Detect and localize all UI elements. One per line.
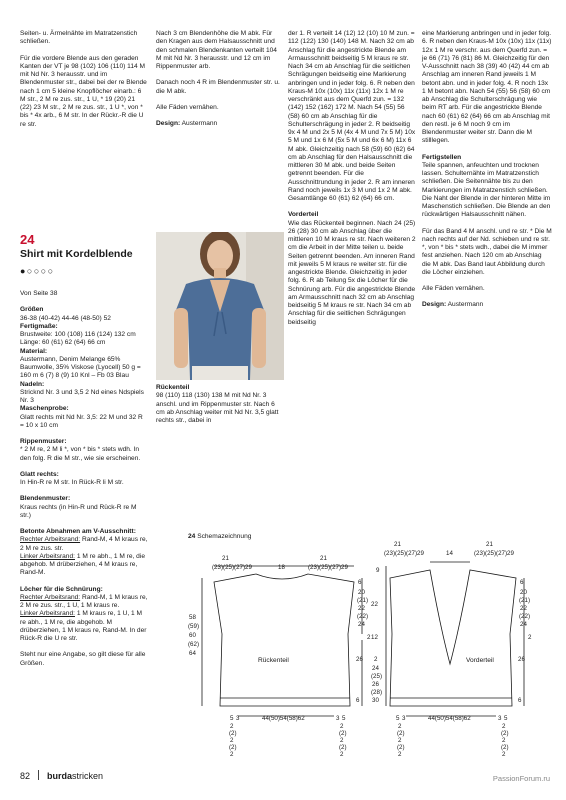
back-section	[156, 384, 284, 425]
label: 12	[371, 634, 378, 641]
label: 3	[498, 715, 502, 722]
label: 2	[340, 723, 344, 730]
pattern-title: Shirt mit Kordelblende	[20, 248, 133, 260]
stockinette-heading: Glatt rechts:	[20, 470, 59, 478]
back-continued: der 1. R verteilt 14 (12) 12 (10) 10 M zun. = 112 (122) 130 (140) 148 M. Nach 32 cm ab Anschlag für die angestrickte Blende am Armausschnitt beidseitig 5 M kraus re str. Nach 34 cm ab Anschlag für die seitlichen Schrägungen beidseitig eine Markierung anbringen und in jeder folg. 6. R neben den Kraus-M 10x (10x) 11x (11x) 12x 1 M re verschränkt aus dem Querfd zun. = 132 (142) 152 (162) 172 M. Nach 54 (55) 56 (58) 60 cm ab Anschlag für die Schulterschrägung in jeder 2. R beidseitig 9x 4 M und 2x 5 M (4x 4 M und 7x 5 M) 10x 5 M und 1x 6 M (5x 5 M und 6x 6 M) 11x 6 M abk. Gleichzeitig nach 58 (59) 60 (62) 64 cm ab Anschlag für den Halsausschnitt die mittleren 30 M abk. und beide Seiten getrennt beenden. Für die Ausschnittrundung in jeder 2. R am inneren Rand noch jeweils 1x 3 M und 1x 2 M abk. Gesamtlänge 60 (61) 62 (64) 66 cm.	[288, 30, 416, 202]
front-text: Wie das Rückenteil beginnen. Nach 24 (25) 26 (28) 30 cm ab Anschlag über die mittleren 10 M kraus re str. Nach weiteren 2 cm die Arbeit in der Mitte teilen u. beide Seiten getrennt beenden. Am inneren Rand mit jeweils 5 M kraus re weiter str. für die angestrickte Blende. Gleichzeitig in jeder folg. 6. R ab Teilung 5x die Löcher für die Schnürung arb. Für die angestrickte Blende am Armausschnitt nach 32 cm ab Anschlag beidseitig 5 M kraus re str. Nach 34 cm ab Anschlag für die seitlichen Schrägungen beidseitig	[288, 219, 416, 326]
pattern-number: 24	[20, 232, 35, 247]
label: (21)	[519, 597, 531, 604]
label: 3	[336, 715, 340, 722]
label: 26	[356, 656, 363, 663]
label: 5	[342, 715, 346, 722]
label: (2)	[501, 730, 509, 737]
label: 22	[520, 605, 527, 612]
label: 21	[222, 555, 229, 562]
label: 58	[189, 614, 196, 621]
label: (59)	[188, 623, 200, 630]
size-note: Steht nur eine Angabe, so gilt diese für alle Größen.	[20, 651, 146, 667]
finish-text: Teile spannen, anfeuchten und trocknen lassen. Schulternähte im Matratzenstich schließen. Die Seitennähte bis zu den Markierungen im Matratzenstich schließen. Die Naht der Blende in der hinteren Mitte im Maschenstich schließen. Die Blende an den rückwärtigen Halsausschnitt nähen.	[422, 161, 551, 219]
label: 5	[230, 715, 234, 722]
needles-heading: Nadeln:	[20, 380, 45, 388]
front-labels	[371, 541, 532, 758]
label: 9	[376, 567, 380, 574]
label: 6	[356, 697, 360, 704]
label: 18	[278, 564, 285, 571]
back-schematic	[202, 566, 362, 716]
label: 24	[372, 665, 379, 672]
label: (62)	[188, 641, 200, 648]
label: (2)	[339, 744, 347, 751]
holes-heading: Löcher für die Schnürung:	[20, 585, 103, 593]
label: 2	[367, 634, 371, 641]
label: 24	[520, 621, 527, 628]
label: 2	[398, 723, 402, 730]
label: 44(50)54(58)62	[428, 715, 471, 722]
column-3	[288, 30, 416, 327]
label: 2	[230, 751, 234, 758]
label: 6	[518, 697, 522, 704]
finish-end: Alle Fäden vernähen.	[422, 285, 485, 292]
label: 6	[358, 579, 362, 586]
front-continued: eine Markierung anbringen und in jeder folg. 6. R neben den Kraus-M 10x (10x) 11x (11x) 12x 1 M re verschr. aus dem Querfd zun. = je 66 (71) 76 (81) 86 M. Gleichzeitig für den V-Ausschnitt nach 38 (39) 40 (42) 44 cm ab Anschlag am inneren Rand jeweils 1 M betont abn. und in jeder folg. 4. R noch 13x 1 M betont abn. Nach 54 (55) 56 (58) 60 cm ab Anschlag die Schulterschrägung wie beim RT arb. Für die angestrickte Blende nach 60 (61) 62 (64) 66 cm ab Anschlag mit den restl. je 6 M noch 9 cm im Blendenmuster weiter str. Dann die M stilllegen.	[422, 30, 552, 145]
back-heading: Rückenteil	[156, 384, 190, 391]
label: 22	[371, 601, 378, 608]
paragraph: Alle Fäden vernähen.	[156, 103, 219, 111]
label: 21	[320, 555, 327, 562]
finish-heading: Fertigstellen	[422, 153, 462, 161]
paragraph: Danach noch 4 R im Blendenmuster str. u. die M abk.	[156, 79, 280, 95]
label: (23)(25)(27)29	[308, 564, 348, 571]
pattern-details	[20, 290, 148, 676]
label: 2	[528, 634, 532, 641]
holes-left: Linker Arbeitsrand: 1 M kraus re, 1 U, 1 M re abh., 1 M re, die abgehob. M drüberziehen, 1 M kraus re, Rand-M. In der Rück-R die U re str.	[20, 610, 147, 642]
label: 2	[374, 656, 378, 663]
material-text: Austermann, Denim Melange 65% Baumwolle, 35% Viskose (Lyocell) 50 g = 160 m 6 (7) 8 (9) 10 Knl – Fb 03 Blau	[20, 355, 141, 380]
difficulty-rating: ●○○○○	[20, 266, 55, 276]
label: 5	[504, 715, 508, 722]
sizes-text: 36-38 (40-42) 44-46 (48-50) 52	[20, 314, 111, 322]
label: 64	[189, 650, 196, 657]
label: (2)	[339, 730, 347, 737]
label: (2)	[229, 730, 237, 737]
label: 2	[502, 723, 506, 730]
sizes-heading: Größen	[20, 306, 44, 314]
label: 2	[502, 751, 506, 758]
label: 20	[520, 589, 527, 596]
label: 60	[189, 632, 196, 639]
design-credit: Design: Austermann	[156, 120, 218, 127]
measures-heading: Fertigmaße:	[20, 322, 58, 330]
label: (2)	[397, 730, 405, 737]
back-label: Rückenteil	[258, 657, 289, 664]
label: (28)	[371, 689, 383, 696]
back-text: 98 (110) 118 (130) 138 M mit Nd Nr. 3 anschl. und im Rippenmuster str. Nach 6 cm ab Anschlag weiter mit Nd Nr. 3,5 glatt rechts str., dabei in	[156, 392, 279, 424]
column-2-top	[156, 30, 284, 136]
label: (21)	[357, 597, 369, 604]
model-photo	[156, 232, 284, 380]
label: 26	[372, 681, 379, 688]
label: 3	[236, 715, 240, 722]
label: 22	[358, 605, 365, 612]
label: (22)	[519, 613, 531, 620]
schematic-title: 24 Schemazeichnung	[188, 533, 252, 540]
label: 2	[340, 737, 344, 744]
paragraph: Nach 3 cm Blendenhöhe die M abk. Für den Kragen aus dem Halsausschnitt und den schmalen Blendenkanten verteilt 104 M mit Nd Nr. 3 herausstr. und 12 cm im Rippenmuster arb.	[156, 30, 277, 70]
border-heading: Blendenmuster:	[20, 495, 71, 503]
gauge-text: Glatt rechts mit Nd Nr. 3,5: 22 M und 32 R = 10 x 10 cm	[20, 413, 143, 429]
needles-text: Stricknd Nr. 3 und 3,5 2 Nd eines Ndspiels Nr. 3	[20, 388, 144, 404]
rib-text: * 2 M re, 2 M li *, von * bis * stets wdh. In den folg. R die M str., wie sie erscheinen.	[20, 446, 141, 462]
from-page: Von Seite 38	[20, 290, 58, 297]
label: 30	[372, 697, 379, 704]
label: 2	[340, 751, 344, 758]
front-heading: Vorderteil	[288, 211, 319, 219]
page-footer	[20, 770, 103, 781]
label: (25)	[371, 673, 383, 680]
label: 44(50)54(58)62	[262, 715, 305, 722]
model-illustration	[156, 232, 284, 380]
column-1-top	[20, 30, 148, 137]
back-labels	[188, 555, 371, 758]
label: 2	[230, 737, 234, 744]
label: (23)(25)(27)29	[474, 550, 514, 557]
label: 21	[486, 541, 493, 548]
rib-heading: Rippenmuster:	[20, 438, 67, 445]
label: (23)(25)(27)29	[384, 550, 424, 557]
paragraph: Seiten- u. Ärmelnähte im Matratzenstich schließen.	[20, 30, 138, 46]
label: 2	[230, 723, 234, 730]
paragraph: Für die vordere Blende aus den geraden Kanten der VT je 98 (102) 106 (110) 114 M mit Nd Nr. 3 herausstr. und im Blendenmuster str., dabei bei der re Blende nach 1 cm 5 kleine Knopflöcher einarb.: 6 M str., 2 M re zus. str., 1 U, * 19 (20) 21 (22) 23 M str., 2 M re zus. str., 1 U *, von * bis * 4x arb., 6 M str. In der Rückr.-R die U re str.	[20, 54, 147, 128]
label: (2)	[501, 744, 509, 751]
cord-text: Für das Band 4 M anschl. und re str. * Die M nach rechts auf der Nd. schieben und re str. *, von * bis * stets wdh., dabei die M immer fest anziehen. Nach 120 cm ab Anschlag die M abk. Das Band laut Abbildung durch die Löcher einziehen.	[422, 227, 552, 276]
decrease-right: Rechter Arbeitsrand: Rand-M, 4 M kraus re, 2 M re zus. str.	[20, 536, 148, 552]
label: 2	[398, 737, 402, 744]
brand-logo: burdastricken	[47, 771, 104, 781]
label: 21	[394, 541, 401, 548]
design-credit: Design: Austermann	[422, 301, 484, 309]
material-heading: Material:	[20, 347, 48, 355]
watermark: PassionForum.ru	[492, 774, 550, 783]
front-schematic	[386, 562, 524, 716]
gauge-heading: Maschenprobe:	[20, 405, 69, 413]
label: 20	[358, 589, 365, 596]
label: (23)(25)(27)29	[212, 564, 252, 571]
schematic-drawing	[186, 536, 542, 758]
column-4	[422, 30, 552, 318]
label: 3	[402, 715, 406, 722]
holes-right: Rechter Arbeitsrand: Rand-M, 1 M kraus re, 2 M re zus. str., 1 U, 1 M kraus re.	[20, 593, 148, 609]
decrease-left: Linker Arbeitsrand: 1 M re abh., 1 M re, die abgehob. M drüberziehen, 4 M kraus re, Rand-M.	[20, 552, 145, 577]
front-label: Vorderteil	[466, 657, 494, 664]
decrease-heading: Betonte Abnahmen am V-Ausschnitt:	[20, 528, 136, 535]
label: 24	[358, 621, 365, 628]
label: (22)	[357, 613, 369, 620]
label: 2	[398, 751, 402, 758]
label: 26	[518, 656, 525, 663]
stockinette-text: In Hin-R re M str. In Rück-R li M str.	[20, 479, 124, 486]
label: (2)	[397, 744, 405, 751]
label: 14	[446, 550, 453, 557]
label: (2)	[229, 744, 237, 751]
label: 2	[502, 737, 506, 744]
label: 6	[520, 579, 524, 586]
label: 5	[396, 715, 400, 722]
divider	[38, 770, 39, 780]
border-text: Kraus rechts (in Hin-R und Rück-R re M str.)	[20, 503, 137, 519]
page-number: 82	[20, 771, 31, 781]
measures-text: Brustweite: 100 (108) 116 (124) 132 cm Länge: 60 (61) 62 (64) 66 cm	[20, 331, 136, 347]
